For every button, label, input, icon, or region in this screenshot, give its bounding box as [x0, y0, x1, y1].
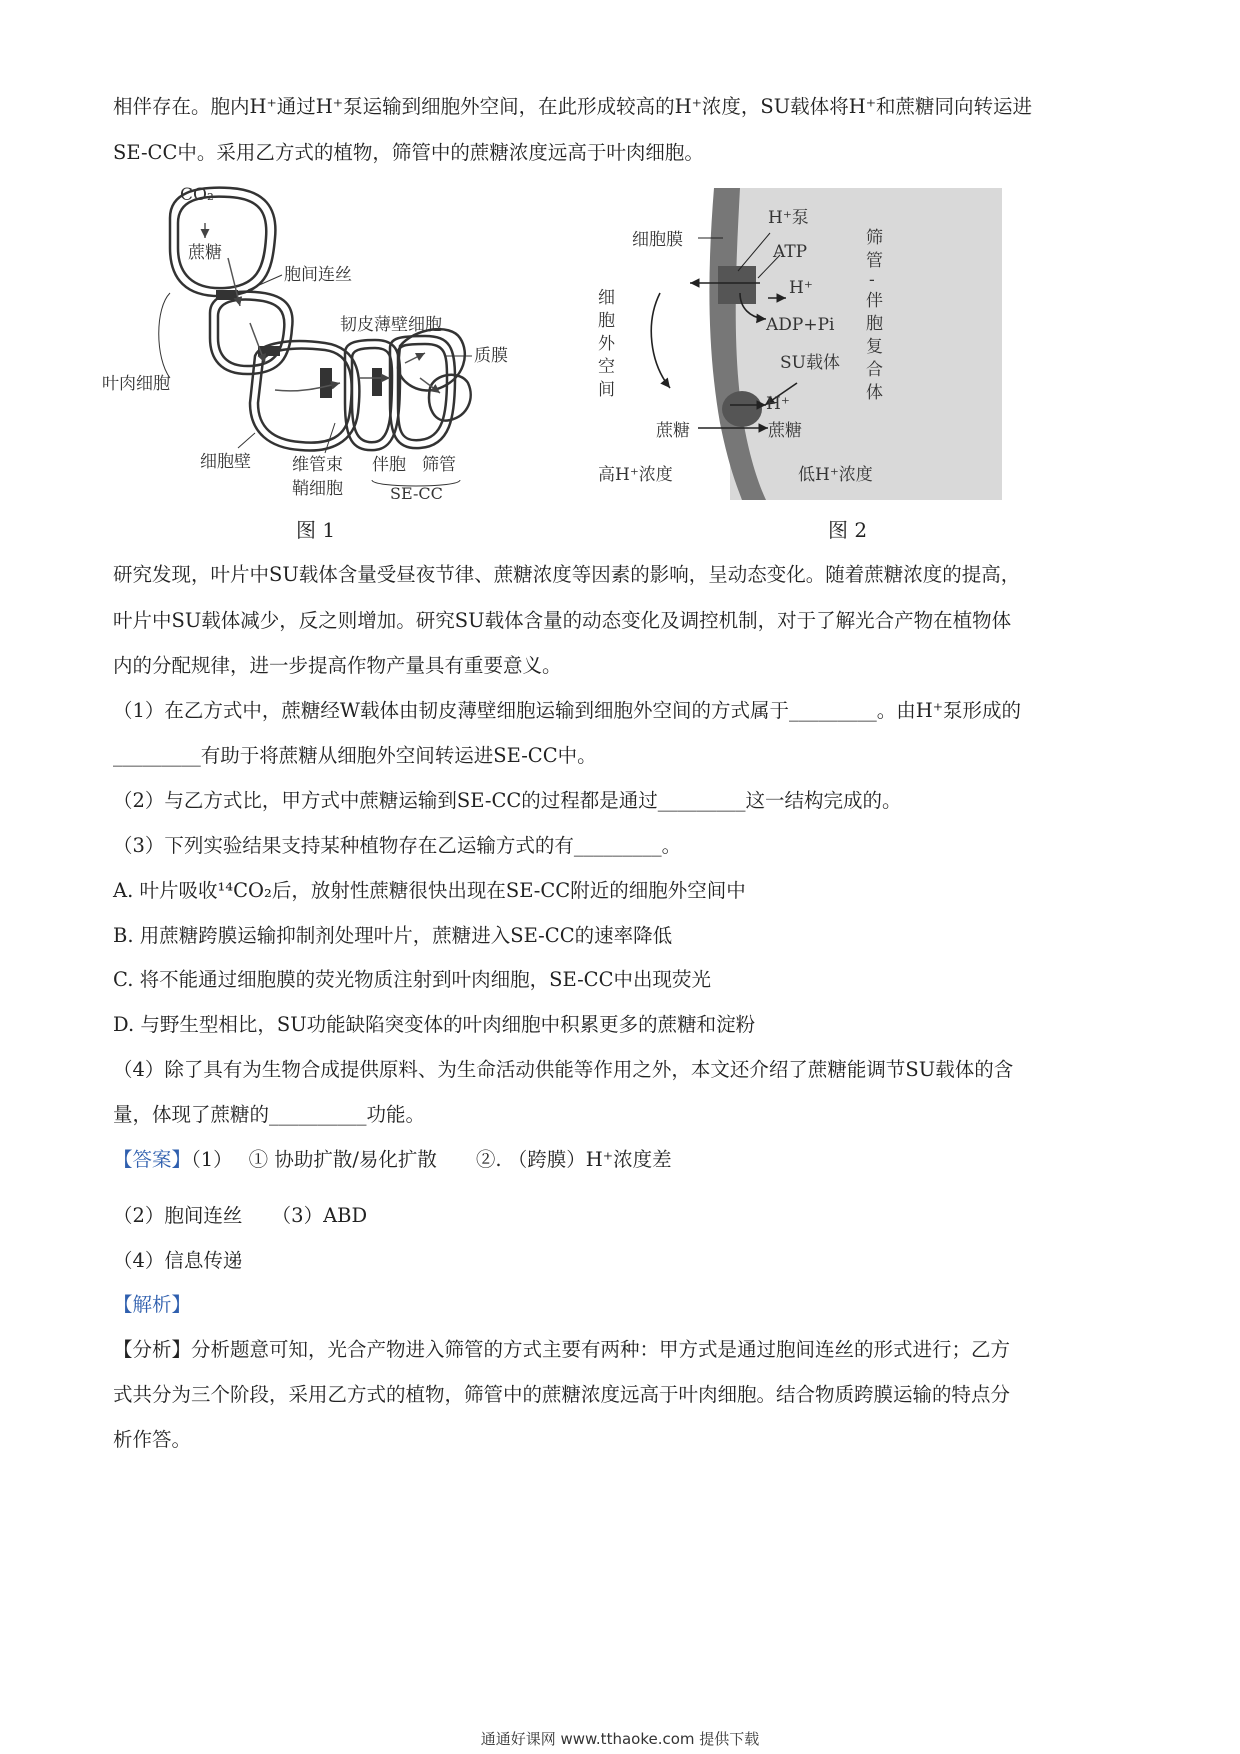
- fig1-co2-label: CO₂: [180, 185, 214, 205]
- paragraph-line: 内的分配规律，进一步提高作物产量具有重要意义。: [113, 654, 562, 677]
- fig2-complex-char: 筛: [866, 228, 883, 248]
- question-1-line: _________有助于将蔗糖从细胞外空间转运进SE-CC中。: [113, 744, 597, 767]
- fig2-complex-char: 管: [866, 251, 883, 271]
- fig2-hplus-label: H⁺: [789, 278, 813, 298]
- figure-1-diagram: [100, 178, 600, 558]
- paragraph-line: 叶片中SU载体减少，反之则增加。研究SU载体含量的动态变化及调控机制，对于了解光合产物在植物体: [113, 609, 1012, 632]
- option-c: C. 将不能通过细胞膜的荧光物质注射到叶肉细胞，SE-CC中出现荧光: [113, 968, 712, 991]
- paragraph-line: 研究发现，叶片中SU载体含量受昼夜节律、蔗糖浓度等因素的影响，呈动态变化。随着蔗糖浓度的提高，: [113, 563, 1021, 586]
- fig2-cell-membrane-label: 细胞膜: [632, 230, 683, 250]
- fig2-complex-char: 复: [866, 337, 883, 357]
- paragraph-line: 相伴存在。胞内H⁺通过H⁺泵运输到细胞外空间，在此形成较高的H⁺浓度，SU载体将H⁺和蔗糖同向转运进: [113, 95, 1032, 118]
- fig2-complex-char: 胞: [866, 314, 883, 334]
- fig1-cell-wall-label: 细胞壁: [200, 452, 251, 472]
- analysis-line: 析作答。: [113, 1428, 192, 1451]
- option-b: B. 用蔗糖跨膜运输抑制剂处理叶片，蔗糖进入SE-CC的速率降低: [113, 924, 673, 947]
- fig1-sucrose-label: 蔗糖: [188, 243, 222, 263]
- question-4-line: （4）除了具有为生物合成提供原料、为生命活动供能等作用之外，本文还介绍了蔗糖能调节SU载体的含: [113, 1058, 1014, 1081]
- fig1-secc-label: SE-CC: [390, 484, 443, 503]
- question-2: （2）与乙方式比，甲方式中蔗糖运输到SE-CC的过程都是通过_________这一结构完成的。: [113, 789, 902, 812]
- fig2-complex-char: 体: [866, 383, 883, 403]
- fig2-complex-char: 合: [866, 360, 883, 380]
- fig1-plasmodesmata-label: 胞间连丝: [284, 265, 352, 285]
- answer-tag: 【答案】: [113, 1148, 192, 1171]
- fig1-sieve-label: 筛管: [422, 455, 456, 475]
- question-1-line: （1）在乙方式中，蔗糖经W载体由韧皮薄壁细胞运输到细胞外空间的方式属于_________。由H⁺泵形成的: [113, 699, 1021, 722]
- fig2-extracellular-char: 外: [598, 334, 615, 354]
- fig2-high-h-label: 高H⁺浓度: [598, 465, 673, 485]
- fig2-adp-label: ADP+Pi: [766, 315, 835, 335]
- fig1-bundle-sheath-label: 维管束: [292, 455, 343, 475]
- fig2-h-pump-label: H⁺泵: [768, 208, 809, 228]
- answer-line: [113, 1148, 1133, 1172]
- fig2-hplus-label-2: H⁺: [766, 394, 790, 414]
- analysis-tag: 【解析】: [113, 1293, 192, 1316]
- option-d: D. 与野生型相比，SU功能缺陷突变体的叶肉细胞中积累更多的蔗糖和淀粉: [113, 1013, 756, 1036]
- fig1-bundle-sheath-label-2: 鞘细胞: [292, 479, 343, 499]
- analysis-line: 式共分为三个阶段，采用乙方式的植物，筛管中的蔗糖浓度远高于叶肉细胞。结合物质跨膜运输的特点分: [113, 1383, 1011, 1406]
- question-4-line: 量，体现了蔗糖的__________功能。: [113, 1103, 426, 1126]
- answer-2: （2）胞间连丝 （3）ABD: [113, 1204, 368, 1227]
- fig2-extracellular-char: 细: [598, 288, 615, 308]
- figure-2-caption: 图 2: [828, 518, 868, 542]
- question-3: （3）下列实验结果支持某种植物存在乙运输方式的有_________。: [113, 834, 682, 857]
- fig1-phloem-parenchyma-label: 韧皮薄壁细胞: [340, 315, 442, 335]
- figure-2-diagram: [590, 183, 1010, 503]
- fig2-low-h-label: 低H⁺浓度: [798, 465, 873, 485]
- fig2-complex-char: 伴: [866, 291, 883, 311]
- paragraph-line: SE-CC中。采用乙方式的植物，筛管中的蔗糖浓度远高于叶肉细胞。: [113, 141, 704, 164]
- fig2-extracellular-char: 间: [598, 380, 615, 400]
- fig1-companion-label: 伴胞: [372, 455, 406, 475]
- fig2-atp-label: ATP: [773, 242, 808, 262]
- figure-1-caption: 图 1: [296, 518, 336, 542]
- fig2-extracellular-char: 胞: [598, 311, 615, 331]
- option-a: A. 叶片吸收¹⁴CO₂后，放射性蔗糖很快出现在SE-CC附近的细胞外空间中: [113, 879, 746, 902]
- page-footer: 通通好课网 www.tthaoke.com 提供下载: [480, 1730, 760, 1748]
- fig1-mesophyll-label: 叶肉细胞: [102, 374, 170, 394]
- analysis-line: 【分析】分析题意可知，光合产物进入筛管的方式主要有两种：甲方式是通过胞间连丝的形式进行；乙方: [113, 1338, 1011, 1361]
- answer-3: （4）信息传递: [113, 1249, 243, 1272]
- fig2-su-label: SU载体: [780, 353, 840, 373]
- fig2-sucrose-right-label: 蔗糖: [768, 421, 802, 441]
- fig2-extracellular-char: 空: [598, 357, 615, 377]
- fig1-plasma-membrane-label: 质膜: [474, 346, 508, 366]
- fig2-complex-char: -: [869, 270, 875, 290]
- fig2-sucrose-left-label: 蔗糖: [656, 421, 690, 441]
- answer-1: （1） ① 协助扩散/易化扩散 ②. （跨膜）H⁺浓度差: [191, 1148, 672, 1171]
